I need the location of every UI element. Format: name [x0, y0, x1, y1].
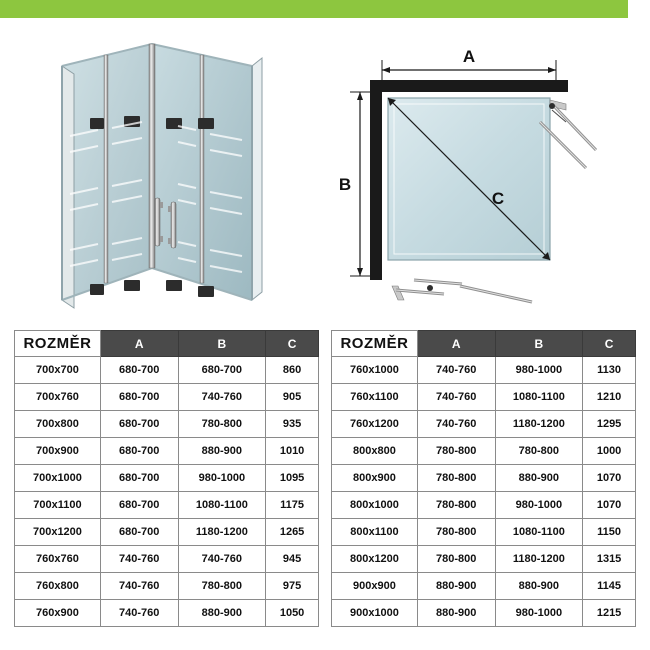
cell-a: 780-800 [417, 492, 495, 519]
table-left [14, 330, 319, 627]
table-row [15, 465, 319, 492]
table-row [15, 600, 319, 627]
table-row [15, 492, 319, 519]
cell-c: 1010 [266, 438, 319, 465]
cell-c: 1070 [583, 465, 636, 492]
cell-b: 880-900 [178, 438, 266, 465]
cell-c: 975 [266, 573, 319, 600]
cell-b: 740-760 [178, 384, 266, 411]
cell-c: 1175 [266, 492, 319, 519]
size-tables [0, 330, 650, 620]
dimension-b [339, 92, 372, 276]
wall-top [370, 80, 568, 92]
cell-a: 680-700 [100, 438, 178, 465]
diagram-area [0, 18, 650, 318]
cell-size: 760x1200 [332, 411, 418, 438]
cell-size: 700x700 [15, 357, 101, 384]
perspective-drawing [62, 44, 262, 308]
cell-size: 800x1000 [332, 492, 418, 519]
table-row [15, 546, 319, 573]
table-row [332, 465, 636, 492]
wall-left [370, 80, 382, 280]
cell-c: 945 [266, 546, 319, 573]
cell-size: 800x1100 [332, 519, 418, 546]
cell-a: 740-760 [100, 546, 178, 573]
cell-c: 1145 [583, 573, 636, 600]
cell-c: 1295 [583, 411, 636, 438]
cell-a: 780-800 [417, 546, 495, 573]
cell-b: 1180-1200 [178, 519, 266, 546]
cell-a: 740-760 [100, 573, 178, 600]
cell-a: 680-700 [100, 519, 178, 546]
cell-b: 880-900 [495, 573, 583, 600]
cell-size: 700x760 [15, 384, 101, 411]
cell-size: 900x900 [332, 573, 418, 600]
cell-a: 680-700 [100, 465, 178, 492]
cell-c: 1070 [583, 492, 636, 519]
dimension-a [382, 47, 556, 80]
cell-size: 760x760 [15, 546, 101, 573]
table-left-header-3: C [266, 331, 319, 357]
cell-b: 980-1000 [495, 600, 583, 627]
cell-b: 740-760 [178, 546, 266, 573]
cell-c: 1095 [266, 465, 319, 492]
cell-c: 1130 [583, 357, 636, 384]
cell-a: 680-700 [100, 411, 178, 438]
cell-size: 760x900 [15, 600, 101, 627]
cell-size: 700x800 [15, 411, 101, 438]
cell-c: 905 [266, 384, 319, 411]
cell-a: 740-760 [100, 600, 178, 627]
table-row [15, 438, 319, 465]
cell-c: 1315 [583, 546, 636, 573]
table-row [15, 357, 319, 384]
table-row [15, 573, 319, 600]
table-row [332, 384, 636, 411]
table-row [332, 492, 636, 519]
table-row [332, 573, 636, 600]
cell-c: 1265 [266, 519, 319, 546]
label-b: B [338, 175, 352, 194]
table-row [332, 357, 636, 384]
table-row [332, 519, 636, 546]
cell-b: 980-1000 [495, 492, 583, 519]
swing-door-bottom [392, 280, 532, 302]
label-a: A [462, 47, 476, 66]
table-row [332, 600, 636, 627]
table-row [15, 411, 319, 438]
label-c: C [491, 189, 505, 208]
top-green-bar [0, 0, 650, 18]
cell-size: 760x1100 [332, 384, 418, 411]
cell-b: 1180-1200 [495, 546, 583, 573]
cell-c: 1000 [583, 438, 636, 465]
cell-b: 880-900 [495, 465, 583, 492]
cell-a: 880-900 [417, 600, 495, 627]
table-row [15, 519, 319, 546]
cell-size: 900x1000 [332, 600, 418, 627]
plan-drawing [339, 47, 596, 302]
table-right [331, 330, 636, 627]
cell-size: 700x1100 [15, 492, 101, 519]
cell-b: 1180-1200 [495, 411, 583, 438]
cell-a: 780-800 [417, 465, 495, 492]
cell-size: 700x1200 [15, 519, 101, 546]
cell-c: 1050 [266, 600, 319, 627]
hinge-point-right [549, 103, 555, 109]
hinge-point-bottom [427, 285, 433, 291]
cell-b: 1080-1100 [495, 384, 583, 411]
cell-size: 700x900 [15, 438, 101, 465]
table-left-header-2: B [178, 331, 266, 357]
cell-a: 780-800 [417, 519, 495, 546]
cell-b: 680-700 [178, 357, 266, 384]
cell-c: 935 [266, 411, 319, 438]
cell-c: 1150 [583, 519, 636, 546]
cell-size: 760x800 [15, 573, 101, 600]
technical-drawings-svg [0, 18, 650, 318]
cell-a: 780-800 [417, 438, 495, 465]
cell-b: 980-1000 [495, 357, 583, 384]
cell-a: 740-760 [417, 411, 495, 438]
cell-c: 1210 [583, 384, 636, 411]
cell-size: 800x800 [332, 438, 418, 465]
table-row [332, 411, 636, 438]
cell-b: 780-800 [178, 411, 266, 438]
cell-a: 680-700 [100, 384, 178, 411]
cell-b: 780-800 [178, 573, 266, 600]
green-bar-notch [628, 0, 650, 18]
table-right-header-0: ROZMĚR [332, 331, 418, 357]
table-left-header-1: A [100, 331, 178, 357]
cell-a: 680-700 [100, 492, 178, 519]
table-right-header-3: C [583, 331, 636, 357]
table-left-header-row [15, 331, 319, 357]
cell-size: 800x900 [332, 465, 418, 492]
cell-b: 780-800 [495, 438, 583, 465]
table-right-header-2: B [495, 331, 583, 357]
table-row [15, 384, 319, 411]
table-right-header-1: A [417, 331, 495, 357]
cell-b: 1080-1100 [178, 492, 266, 519]
table-row [332, 438, 636, 465]
cell-c: 1215 [583, 600, 636, 627]
table-row [332, 546, 636, 573]
table-right-header-row [332, 331, 636, 357]
cell-a: 740-760 [417, 384, 495, 411]
cell-size: 700x1000 [15, 465, 101, 492]
cell-a: 680-700 [100, 357, 178, 384]
table-left-header-0: ROZMĚR [15, 331, 101, 357]
cell-b: 880-900 [178, 600, 266, 627]
cell-a: 880-900 [417, 573, 495, 600]
cell-c: 860 [266, 357, 319, 384]
cell-b: 980-1000 [178, 465, 266, 492]
cell-a: 740-760 [417, 357, 495, 384]
cell-b: 1080-1100 [495, 519, 583, 546]
cell-size: 760x1000 [332, 357, 418, 384]
cell-size: 800x1200 [332, 546, 418, 573]
